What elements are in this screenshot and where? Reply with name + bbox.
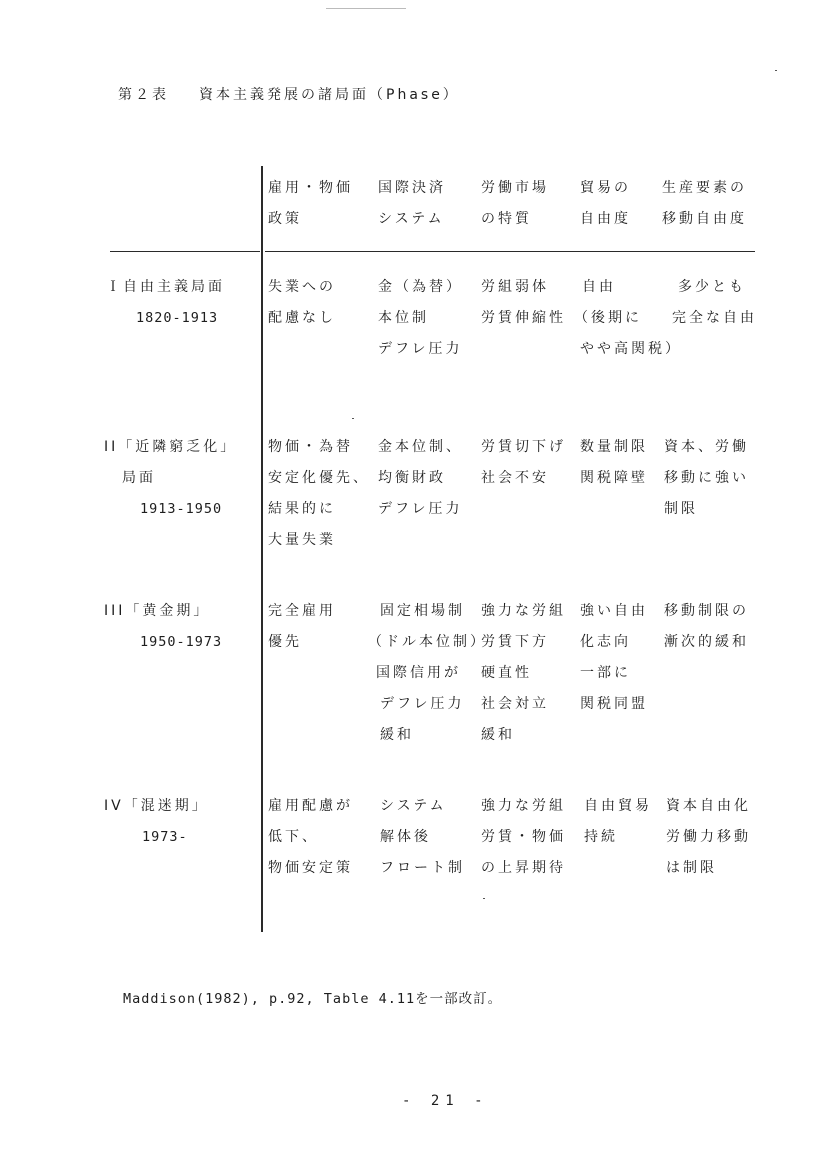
cell-phase-3-factor: 移動制限の 漸次的緩和 xyxy=(664,603,749,650)
cell-phase-1-settlement: 金（為替） 本位制 デフレ圧力 xyxy=(378,279,463,357)
table-title xyxy=(118,84,460,104)
row-label-phase-2: II「近隣窮乏化」 局面 1913-1950 xyxy=(104,432,237,525)
row-label-phase-4: IV「混迷期」 1973- xyxy=(104,791,209,853)
cell-phase-1-labor: 労組弱体 労賃伸縮性 xyxy=(481,279,566,326)
cell-phase-4-factor: 資本自由化 労働力移動 は制限 xyxy=(666,798,751,876)
column-header-labor: 労働市場 の特質 xyxy=(481,180,549,227)
row-years-phase-2: 1913-1950 xyxy=(140,501,223,517)
cell-phase-2-factor: 資本、労働 移動に強い 制限 xyxy=(664,439,749,517)
row-years-phase-1: 1820-1913 xyxy=(136,310,219,326)
column-header-employment: 雇用・物価 政策 xyxy=(268,180,353,227)
scan-speck xyxy=(352,418,354,419)
cell-phase-1-trade: 自由 （後期に やや高関税） xyxy=(574,279,682,357)
table-number: 第２表 xyxy=(118,87,169,103)
cell-phase-1-employment: 失業への 配慮なし xyxy=(268,279,336,326)
cell-phase-2-employment: 物価・為替 安定化優先、 結果的に 大量失業 xyxy=(268,439,370,548)
header-rule-left xyxy=(110,251,260,252)
page-number: - 21 - xyxy=(402,1093,489,1109)
cell-phase-3-settlement: 固定相場制 （ドル本位制） 国際信用が デフレ圧力 緩和 xyxy=(368,603,487,743)
row-label-phase-1: Ｉ自由主義局面 1820-1913 xyxy=(106,272,225,334)
row-label-phase-3: III「黄金期」 1950-1973 xyxy=(104,596,222,658)
cell-phase-1-factor: 多少とも 完全な自由 xyxy=(672,279,757,326)
row-years-phase-4: 1973- xyxy=(142,829,188,845)
table-title-text: 資本主義発展の諸局面（Phase） xyxy=(199,87,460,103)
column-header-trade: 貿易の 自由度 xyxy=(580,180,631,227)
cell-phase-2-labor: 労賃切下げ 社会不安 xyxy=(481,439,566,486)
row-years-phase-3: 1950-1973 xyxy=(140,634,223,650)
header-rule-right xyxy=(265,251,755,252)
cell-phase-2-trade: 数量制限 関税障壁 xyxy=(580,439,648,486)
cell-phase-4-settlement: システム 解体後 フロート制 xyxy=(380,798,465,876)
cell-phase-4-employment: 雇用配慮が 低下、 物価安定策 xyxy=(268,798,353,876)
cell-phase-3-employment: 完全雇用 優先 xyxy=(268,603,336,650)
column-header-factor: 生産要素の 移動自由度 xyxy=(662,180,747,227)
table-vertical-rule xyxy=(261,166,263,932)
scan-speck xyxy=(326,8,406,9)
cell-phase-4-labor: 強力な労組 労賃・物価 の上昇期待 xyxy=(481,798,566,876)
cell-phase-3-labor: 強力な労組 労賃下方 硬直性 社会対立 緩和 xyxy=(481,603,566,743)
source-note: Maddison(1982), p.92, Table 4.11を一部改訂。 xyxy=(123,991,503,1007)
scan-speck xyxy=(483,898,485,899)
column-header-settlement: 国際決済 システム xyxy=(378,180,446,227)
cell-phase-4-trade: 自由貿易 持続 xyxy=(584,798,652,845)
scan-speck xyxy=(775,70,777,71)
cell-phase-2-settlement: 金本位制、 均衡財政 デフレ圧力 xyxy=(378,439,463,517)
cell-phase-3-trade: 強い自由 化志向 一部に 関税同盟 xyxy=(580,603,648,712)
